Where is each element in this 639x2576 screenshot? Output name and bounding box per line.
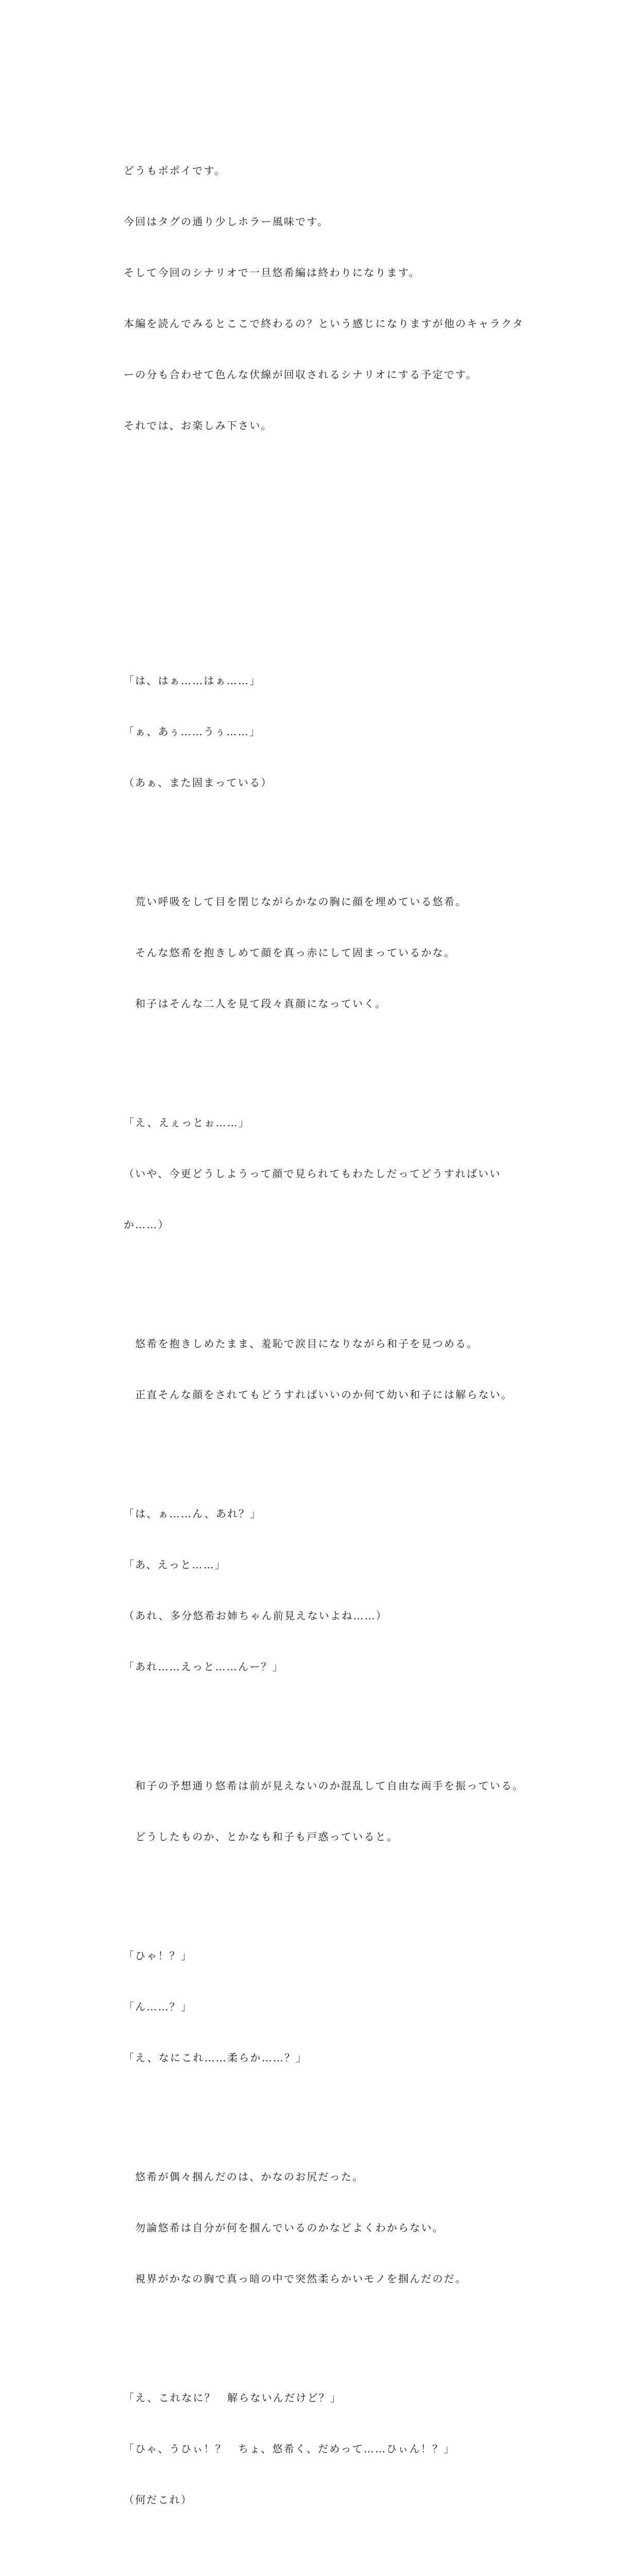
document-body: [124, 77, 526, 2576]
dialogue-line: 「え、えぇっとぉ……」: [124, 1116, 250, 1129]
narration-line: 悠希が偶々掴んだのは、かなのお尻だった。: [124, 2171, 364, 2183]
narration-line: 視界がかなの胸で真っ暗の中で突然柔らかいモノを掴んだのだ。: [124, 2273, 467, 2285]
blank-line: [124, 1437, 526, 1454]
text-line: 本編を読んでみるとここで終わるの？という感じになりますが他のキャラクタ: [124, 317, 524, 330]
dialogue-line: （あぁ、また固まっている）: [124, 776, 273, 789]
text-line: ーの分も合わせて色んな伏線が回収されるシナリオにする予定です。: [124, 368, 478, 381]
narration-line: そんな悠希を抱きしめて顔を真っ赤にして固まっているかな。: [124, 946, 456, 959]
narration-line: 勿論悠希は自分が何を掴んでいるのかなどよくわからない。: [124, 2222, 444, 2234]
text-line: 今回はタグの通り少しホラー風味です。: [124, 215, 329, 228]
dialogue-line: （いや、今更どうしようって顔で見られてもわたしだってどうすればいい: [124, 1167, 501, 1180]
dialogue-line: （何だこれ）: [124, 2494, 193, 2506]
text-line: それでは、お楽しみ下さい。: [124, 419, 273, 432]
dialogue-line: 「は、ぁ……ん、あれ？」: [124, 1507, 262, 1520]
dialogue-line: （あれ、多分悠希お姉ちゃん前見えないよね……）: [124, 1609, 388, 1622]
blank-line: [124, 825, 526, 842]
text-line: そして今回のシナリオで一旦悠希編は終わりになります。: [124, 266, 421, 279]
narration-line: 荒い呼吸をして目を閉じながらかなの胸に顔を埋めている悠希。: [124, 895, 467, 908]
blank-line: [124, 2321, 526, 2338]
section-gap: [124, 519, 526, 587]
dialogue-line: 「え、これなに？ 解らないんだけど？」: [124, 2392, 342, 2404]
narration-line: 和子はそんな二人を見て段々真顔になっていく。: [124, 997, 387, 1010]
dialogue-line: 「ぁ、あぅ……うぅ……」: [124, 725, 261, 738]
narration-line: 悠希を抱きしめたまま、羞恥で涙目になりながら和子を見つめる。: [124, 1337, 479, 1350]
narration-line: 正直そんな顔をされてもどうすればいいのか何て幼い和子には解らない。: [124, 1388, 513, 1401]
blank-line: [124, 1709, 526, 1726]
blank-line: [124, 1267, 526, 1284]
dialogue-line: か……）: [124, 1218, 170, 1231]
narration-line: どうしたものか、とかなも和子も戸惑っていると。: [124, 1831, 398, 1843]
dialogue-line: 「え、なにこれ……柔らか……？」: [124, 2052, 308, 2064]
dialogue-line: 「ひゃ、うひぃ！？ ちょ、悠希く、だめって……ひぃん！？」: [124, 2443, 456, 2455]
blank-line: [124, 1046, 526, 1063]
blank-line: [124, 1879, 526, 1896]
dialogue-line: 「は、はぁ……はぁ……」: [124, 674, 261, 687]
dialogue-line: 「あれ……えっと……んー？」: [124, 1660, 284, 1673]
blank-line: [124, 2100, 526, 2117]
dialogue-line: 「ひゃ！？」: [124, 1950, 193, 1962]
story-text: [124, 638, 526, 2543]
dialogue-line: 「あ、えっと……」: [124, 1558, 226, 1571]
text-line: どうもポポイです。: [124, 164, 226, 177]
narration-line: 和子の予想通り悠希は前が見えないのか混乱して自由な両手を振っている。: [124, 1780, 524, 1792]
dialogue-line: 「ん……？」: [124, 2001, 193, 2013]
author-note: [124, 128, 526, 468]
